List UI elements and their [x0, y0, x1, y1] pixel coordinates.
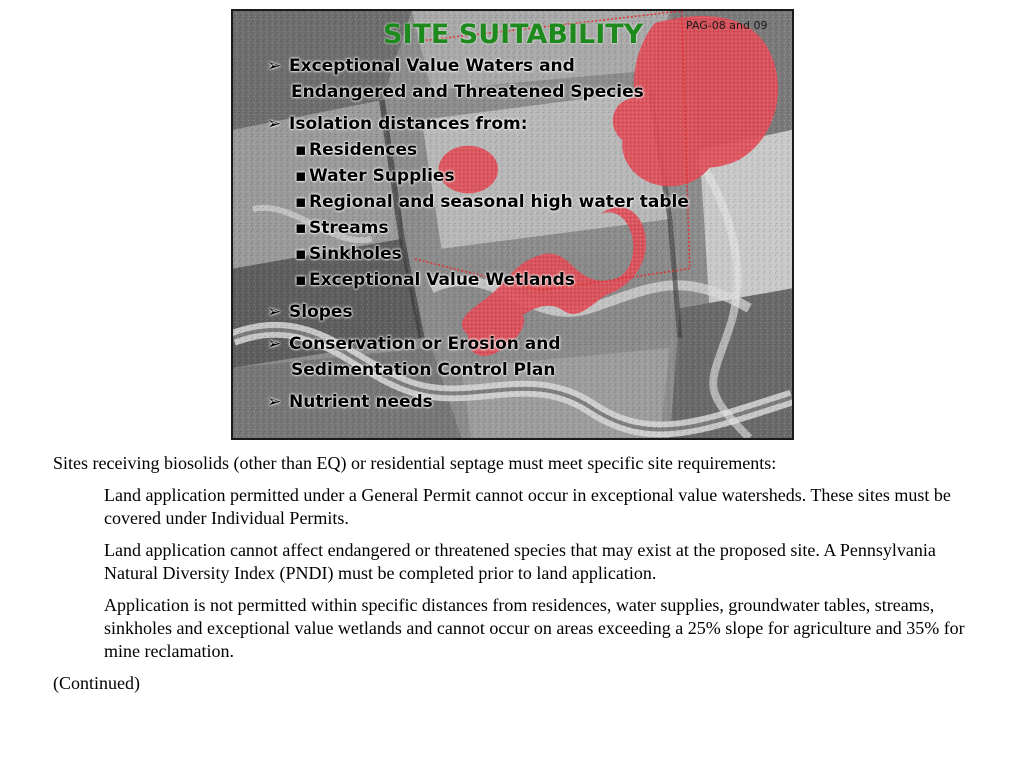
permit-reference: PAG-08 and 09: [686, 19, 768, 32]
notes-paragraph-species: Land application cannot affect endangered or threatened species that may exist at the proposed site. A Pennsylvania Natural Diversity Index (PNDI) must be completed prior to land application.: [104, 540, 936, 583]
square-bullet-icon: ▪: [295, 218, 307, 238]
bullet-item: ➢ Exceptional Value Waters and: [267, 53, 689, 79]
notes-paragraph-distances: Application is not permitted within specific distances from residences, water supplies, groundwater tables, streams, sinkholes and exceptional value wetlands and cannot occur on areas exceeding a 25% slope for agriculture and 35% for mine reclamation.: [104, 595, 965, 661]
slide-title: SITE SUITABILITY: [383, 19, 644, 50]
notes-continued: (Continued): [53, 673, 140, 693]
notes-text: [53, 452, 993, 704]
site-suitability-slide-image: [231, 9, 794, 440]
arrow-bullet-icon: ➢: [267, 392, 282, 412]
sub-bullet-item: ▪ Regional and seasonal high water table: [267, 189, 689, 215]
notes-intro: Sites receiving biosolids (other than EQ) or residential septage must meet specific site requirements:: [53, 453, 777, 473]
square-bullet-icon: ▪: [295, 192, 307, 212]
sub-bullet-item: ▪ Water Supplies: [267, 163, 689, 189]
notes-paragraph-watersheds: Land application permitted under a General Permit cannot occur in exceptional value watersheds. These sites must be covered under Individual Permits.: [104, 485, 951, 528]
arrow-bullet-icon: ➢: [267, 334, 282, 354]
bullet-item: ➢ Slopes: [267, 299, 689, 325]
bullet-item: ➢ Isolation distances from:: [267, 111, 689, 137]
square-bullet-icon: ▪: [295, 270, 307, 290]
arrow-bullet-icon: ➢: [267, 114, 282, 134]
square-bullet-icon: ▪: [295, 140, 307, 160]
bullet-item-continuation: Sedimentation Control Plan: [291, 360, 556, 380]
arrow-bullet-icon: ➢: [267, 56, 282, 76]
sub-bullet-item: ▪ Residences: [267, 137, 689, 163]
sub-bullet-item: ▪ Exceptional Value Wetlands: [267, 267, 689, 293]
square-bullet-icon: ▪: [295, 166, 307, 186]
slide-bullet-list: [267, 53, 689, 415]
square-bullet-icon: ▪: [295, 244, 307, 264]
bullet-item: ➢ Conservation or Erosion and: [267, 331, 689, 357]
sub-bullet-item: ▪ Streams: [267, 215, 689, 241]
sub-bullet-item: ▪ Sinkholes: [267, 241, 689, 267]
arrow-bullet-icon: ➢: [267, 302, 282, 322]
bullet-item: ➢ Nutrient needs: [267, 389, 689, 415]
bullet-item-continuation: Endangered and Threatened Species: [291, 82, 644, 102]
